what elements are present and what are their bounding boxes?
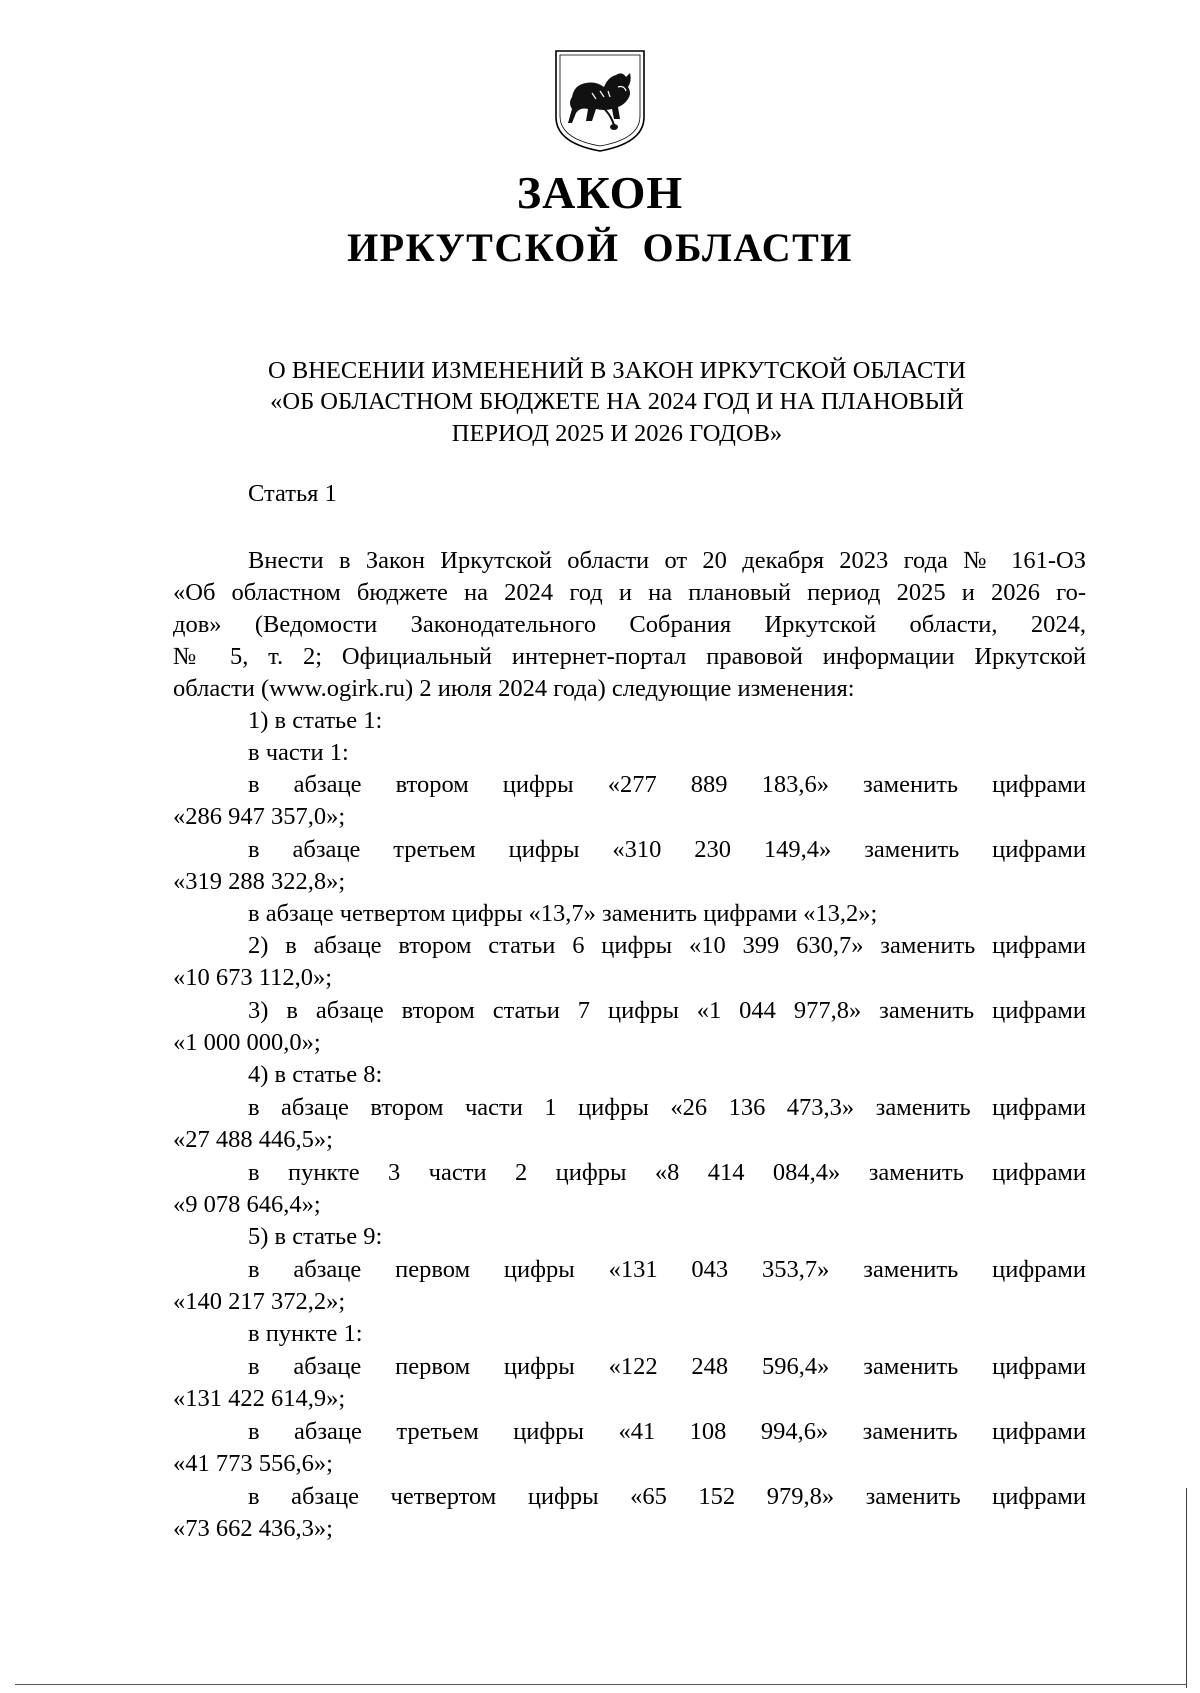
body-line: «286 947 357,0»; <box>173 803 346 830</box>
law-subject-line: «ОБ ОБЛАСТНОМ БЮДЖЕТЕ НА 2024 ГОД И НА ПЛАНОВЫЙ <box>270 388 964 415</box>
body-line: «73 662 436,3»; <box>173 1515 333 1542</box>
law-subject-line: О ВНЕСЕНИИ ИЗМЕНЕНИЙ В ЗАКОН ИРКУТСКОЙ ОБЛАСТИ <box>268 357 966 384</box>
body-line: 5) в статье 9: <box>248 1223 383 1250</box>
body-line: в пункте 3 части 2 цифры «8 414 084,4» заменить цифрами <box>248 1159 1086 1186</box>
body-line: «10 673 112,0»; <box>173 964 333 991</box>
body-line: «140 217 372,2»; <box>173 1288 346 1315</box>
body-line: «27 488 446,5»; <box>173 1126 333 1153</box>
body-line: области (www.ogirk.ru) 2 июля 2024 года) следующие изменения: <box>173 675 855 702</box>
body-line: в абзаце четвертом цифры «65 152 979,8» заменить цифрами <box>248 1483 1086 1510</box>
body-line: в абзаце втором части 1 цифры «26 136 473,3» заменить цифрами <box>248 1094 1086 1121</box>
body-line: в абзаце первом цифры «131 043 353,7» заменить цифрами <box>248 1256 1086 1283</box>
body-line: «41 773 556,6»; <box>173 1450 333 1477</box>
document-region: ИРКУТСКОЙ ОБЛАСТИ <box>347 225 853 270</box>
body-line: в абзаце втором цифры «277 889 183,6» заменить цифрами <box>248 771 1086 798</box>
body-line: в абзаце четвертом цифры «13,7» заменить цифрами «13,2»; <box>248 900 878 927</box>
body-line: в абзаце первом цифры «122 248 596,4» заменить цифрами <box>248 1353 1086 1380</box>
body-line: 3) в абзаце втором статьи 7 цифры «1 044 977,8» заменить цифрами <box>248 997 1086 1024</box>
body-line: 4) в статье 8: <box>248 1061 383 1088</box>
scan-edge-line <box>1186 1488 1187 1688</box>
body-line: в абзаце третьем цифры «310 230 149,4» заменить цифрами <box>248 836 1086 863</box>
body-line: в части 1: <box>248 739 349 766</box>
body-line: «1 000 000,0»; <box>173 1029 321 1056</box>
scan-edge-line <box>15 1684 1187 1685</box>
coat-of-arms-icon <box>552 47 648 155</box>
article-heading: Статья 1 <box>248 480 337 507</box>
body-line: «Об областном бюджете на 2024 год и на плановый период 2025 и 2026 го- <box>173 579 1086 606</box>
body-line: в пункте 1: <box>248 1320 363 1347</box>
law-subject-line: ПЕРИОД 2025 И 2026 ГОДОВ» <box>451 420 783 447</box>
body-line: «131 422 614,9»; <box>173 1385 346 1412</box>
body-line: в абзаце третьем цифры «41 108 994,6» заменить цифрами <box>248 1418 1086 1445</box>
body-line: дов» (Ведомости Законодательного Собрания Иркутской области, 2024, <box>173 611 1086 638</box>
document-title: ЗАКОН <box>516 167 684 218</box>
body-line: «9 078 646,4»; <box>173 1191 321 1218</box>
body-line: 1) в статье 1: <box>248 707 383 734</box>
body-line: 2) в абзаце втором статьи 6 цифры «10 399 630,7» заменить цифрами <box>248 932 1086 959</box>
body-line: Внести в Закон Иркутской области от 20 декабря 2023 года № 161-ОЗ <box>248 547 1086 574</box>
body-line: «319 288 322,8»; <box>173 868 346 895</box>
body-line: № 5, т. 2; Официальный интернет-портал правовой информации Иркутской <box>173 643 1086 670</box>
